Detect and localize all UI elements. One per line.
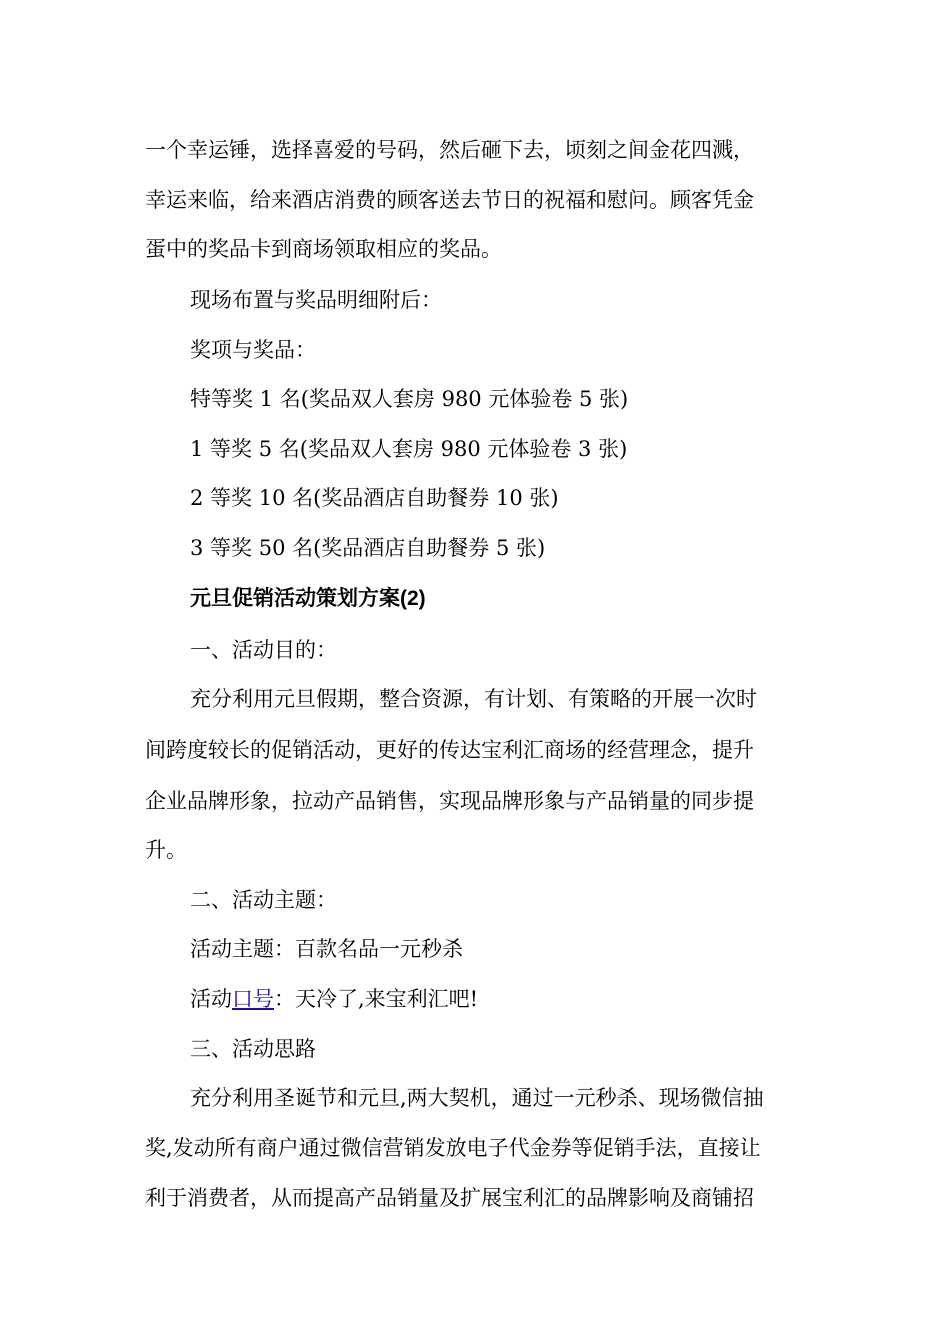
- idea-line-2: 奖,发动所有商户通过微信营销发放电子代金券等促销手法，直接让: [145, 1136, 761, 1160]
- idea-line-1: 充分利用圣诞节和元旦,两大契机，通过一元秒杀、现场微信抽: [190, 1086, 764, 1110]
- intro-line-3: 蛋中的奖品卡到商场领取相应的奖品。: [145, 237, 502, 261]
- slogan-prefix: 活动: [190, 987, 232, 1011]
- slogan-link[interactable]: 口号: [232, 987, 274, 1011]
- prize-item-first: 1 等奖 5 名(奖品双人套房 980 元体验卷 3 张): [190, 437, 628, 461]
- prize-item-third: 3 等奖 50 名(奖品酒店自助餐券 5 张): [190, 536, 546, 560]
- prize-item-second: 2 等奖 10 名(奖品酒店自助餐券 10 张): [190, 486, 559, 510]
- prize-item-special: 特等奖 1 名(奖品双人套房 980 元体验卷 5 张): [190, 387, 629, 411]
- purpose-line-3: 企业品牌形象，拉动产品销售，实现品牌形象与产品销量的同步提: [145, 789, 754, 813]
- layout-note: 现场布置与奖品明细附后：: [190, 288, 442, 312]
- idea-line-3: 利于消费者，从而提高产品销量及扩展宝利汇的品牌影响及商铺招: [145, 1186, 754, 1210]
- purpose-line-1: 充分利用元旦假期，整合资源，有计划、有策略的开展一次时: [190, 687, 757, 711]
- slogan-suffix: ：天冷了,来宝利汇吧!: [274, 987, 479, 1011]
- idea-heading: 三、活动思路: [190, 1037, 316, 1061]
- purpose-heading: 一、活动目的：: [190, 638, 337, 662]
- theme-line: 活动主题：百款名品一元秒杀: [190, 937, 463, 961]
- slogan-line: [190, 984, 478, 1014]
- purpose-line-2: 间跨度较长的促销活动，更好的传达宝利汇商场的经营理念，提升: [145, 738, 754, 762]
- intro-line-1: 一个幸运锤，选择喜爱的号码，然后砸下去，顷刻之间金花四溅，: [145, 138, 754, 162]
- prizes-heading: 奖项与奖品：: [190, 338, 316, 362]
- theme-heading: 二、活动主题：: [190, 888, 337, 912]
- section-title: 元旦促销活动策划方案(2): [190, 587, 426, 610]
- purpose-line-4: 升。: [145, 838, 187, 862]
- intro-line-2: 幸运来临，给来酒店消费的顾客送去节日的祝福和慰问。顾客凭金: [145, 188, 754, 212]
